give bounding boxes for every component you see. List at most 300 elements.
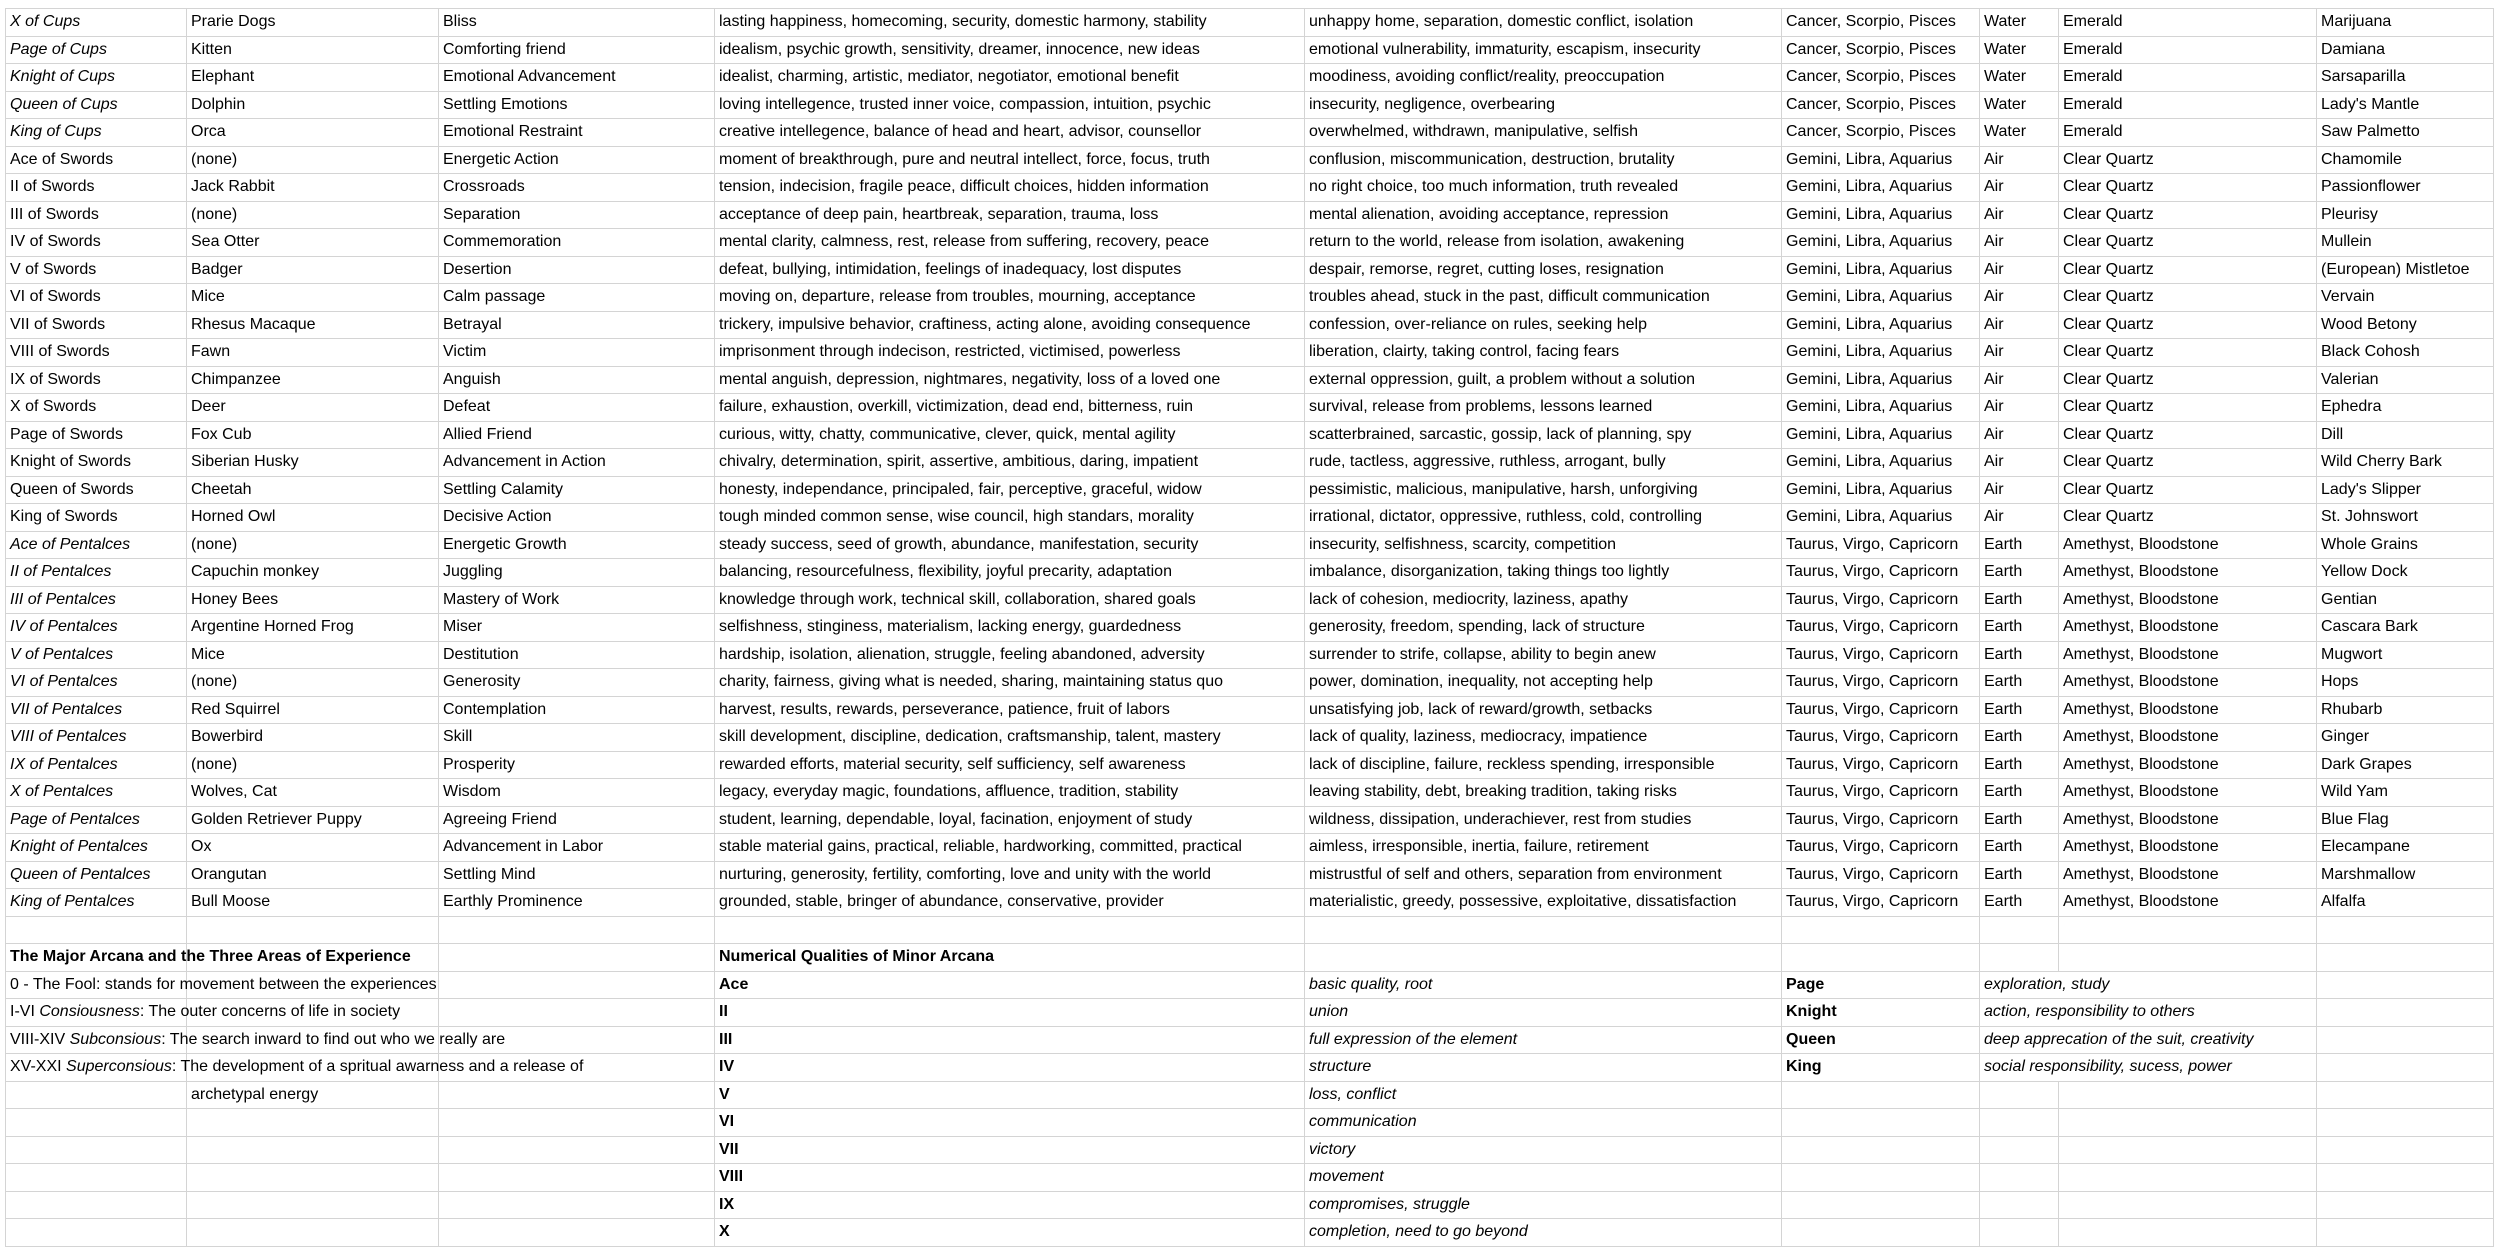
crystal-cell[interactable]: Clear Quartz xyxy=(2059,229,2317,257)
element-cell[interactable]: Earth xyxy=(1980,834,2059,862)
herb-cell[interactable]: St. Johnswort xyxy=(2317,504,2494,532)
reversed-meaning[interactable]: mistrustful of self and others, separation from environment xyxy=(1305,861,1782,889)
crystal-cell[interactable]: Amethyst, Bloodstone xyxy=(2059,724,2317,752)
animal-cell[interactable]: Bull Moose xyxy=(187,889,439,917)
element-cell[interactable]: Earth xyxy=(1980,586,2059,614)
element-cell[interactable]: Earth xyxy=(1980,751,2059,779)
card-name[interactable]: IV of Swords xyxy=(6,229,187,257)
cell[interactable] xyxy=(2317,1191,2494,1219)
reversed-meaning[interactable]: confession, over-reliance on rules, seeking help xyxy=(1305,311,1782,339)
theme-cell[interactable]: Agreeing Friend xyxy=(439,806,715,834)
crystal-cell[interactable]: Amethyst, Bloodstone xyxy=(2059,806,2317,834)
crystal-cell[interactable]: Amethyst, Bloodstone xyxy=(2059,586,2317,614)
reversed-meaning[interactable]: surrender to strife, collapse, ability to begin anew xyxy=(1305,641,1782,669)
herb-cell[interactable]: Ginger xyxy=(2317,724,2494,752)
cell[interactable] xyxy=(1782,1081,1980,1109)
card-name[interactable]: Queen of Pentalces xyxy=(6,861,187,889)
cell[interactable] xyxy=(2059,1109,2317,1137)
zodiac-signs[interactable]: Taurus, Virgo, Capricorn xyxy=(1782,724,1980,752)
upright-meaning[interactable]: steady success, seed of growth, abundance, manifestation, security xyxy=(715,531,1305,559)
reversed-meaning[interactable]: lack of quality, laziness, mediocracy, impatience xyxy=(1305,724,1782,752)
numerical-heading[interactable]: Numerical Qualities of Minor Arcana xyxy=(715,944,1305,972)
theme-cell[interactable]: Prosperity xyxy=(439,751,715,779)
theme-cell[interactable]: Settling Mind xyxy=(439,861,715,889)
element-cell[interactable]: Earth xyxy=(1980,641,2059,669)
court-label[interactable]: King xyxy=(1782,1054,1980,1082)
upright-meaning[interactable]: idealism, psychic growth, sensitivity, dreamer, innocence, new ideas xyxy=(715,36,1305,64)
zodiac-signs[interactable]: Taurus, Virgo, Capricorn xyxy=(1782,586,1980,614)
cell[interactable] xyxy=(2317,1136,2494,1164)
herb-cell[interactable]: Lady's Slipper xyxy=(2317,476,2494,504)
upright-meaning[interactable]: tension, indecision, fragile peace, difficult choices, hidden information xyxy=(715,174,1305,202)
upright-meaning[interactable]: hardship, isolation, alienation, struggle, feeling abandoned, adversity xyxy=(715,641,1305,669)
cell[interactable] xyxy=(2059,1191,2317,1219)
card-name[interactable]: III of Pentalces xyxy=(6,586,187,614)
cell[interactable] xyxy=(2059,944,2317,972)
upright-meaning[interactable]: rewarded efforts, material security, self sufficiency, self awareness xyxy=(715,751,1305,779)
cell[interactable] xyxy=(2317,1219,2494,1247)
cell[interactable] xyxy=(6,1219,187,1247)
reversed-meaning[interactable]: conflusion, miscommunication, destruction, brutality xyxy=(1305,146,1782,174)
crystal-cell[interactable]: Clear Quartz xyxy=(2059,201,2317,229)
element-cell[interactable]: Air xyxy=(1980,256,2059,284)
crystal-cell[interactable]: Clear Quartz xyxy=(2059,366,2317,394)
reversed-meaning[interactable]: insecurity, selfishness, scarcity, competition xyxy=(1305,531,1782,559)
cell[interactable] xyxy=(187,1164,439,1192)
upright-meaning[interactable]: failure, exhaustion, overkill, victimization, dead end, bitterness, ruin xyxy=(715,394,1305,422)
element-cell[interactable]: Air xyxy=(1980,449,2059,477)
zodiac-signs[interactable]: Taurus, Virgo, Capricorn xyxy=(1782,806,1980,834)
herb-cell[interactable]: Vervain xyxy=(2317,284,2494,312)
theme-cell[interactable]: Contemplation xyxy=(439,696,715,724)
crystal-cell[interactable]: Clear Quartz xyxy=(2059,504,2317,532)
card-name[interactable]: Page of Cups xyxy=(6,36,187,64)
zodiac-signs[interactable]: Taurus, Virgo, Capricorn xyxy=(1782,834,1980,862)
upright-meaning[interactable]: charity, fairness, giving what is needed, sharing, maintaining status quo xyxy=(715,669,1305,697)
card-name[interactable]: II of Swords xyxy=(6,174,187,202)
crystal-cell[interactable]: Amethyst, Bloodstone xyxy=(2059,531,2317,559)
animal-cell[interactable]: Kitten xyxy=(187,36,439,64)
reversed-meaning[interactable]: survival, release from problems, lessons learned xyxy=(1305,394,1782,422)
element-cell[interactable]: Air xyxy=(1980,174,2059,202)
animal-cell[interactable]: Sea Otter xyxy=(187,229,439,257)
number-quality[interactable]: communication xyxy=(1305,1109,1782,1137)
zodiac-signs[interactable]: Cancer, Scorpio, Pisces xyxy=(1782,9,1980,37)
upright-meaning[interactable]: lasting happiness, homecoming, security, domestic harmony, stability xyxy=(715,9,1305,37)
reversed-meaning[interactable]: insecurity, negligence, overbearing xyxy=(1305,91,1782,119)
element-cell[interactable]: Earth xyxy=(1980,614,2059,642)
reversed-meaning[interactable]: overwhelmed, withdrawn, manipulative, selfish xyxy=(1305,119,1782,147)
card-name[interactable]: VII of Pentalces xyxy=(6,696,187,724)
card-name[interactable]: Queen of Cups xyxy=(6,91,187,119)
element-cell[interactable]: Earth xyxy=(1980,861,2059,889)
subconscious-note[interactable] xyxy=(6,1026,506,1054)
herb-cell[interactable]: Yellow Dock xyxy=(2317,559,2494,587)
zodiac-signs[interactable]: Cancer, Scorpio, Pisces xyxy=(1782,36,1980,64)
card-name[interactable]: III of Swords xyxy=(6,201,187,229)
card-name[interactable]: V of Pentalces xyxy=(6,641,187,669)
cell[interactable] xyxy=(187,1109,439,1137)
crystal-cell[interactable]: Amethyst, Bloodstone xyxy=(2059,669,2317,697)
animal-cell[interactable]: Wolves, Cat xyxy=(187,779,439,807)
reversed-meaning[interactable]: rude, tactless, aggressive, ruthless, arrogant, bully xyxy=(1305,449,1782,477)
upright-meaning[interactable]: moving on, departure, release from troubles, mourning, acceptance xyxy=(715,284,1305,312)
animal-cell[interactable]: Capuchin monkey xyxy=(187,559,439,587)
reversed-meaning[interactable]: power, domination, inequality, not accepting help xyxy=(1305,669,1782,697)
animal-cell[interactable]: Horned Owl xyxy=(187,504,439,532)
herb-cell[interactable]: Dill xyxy=(2317,421,2494,449)
cell[interactable] xyxy=(6,916,187,944)
zodiac-signs[interactable]: Cancer, Scorpio, Pisces xyxy=(1782,91,1980,119)
upright-meaning[interactable]: nurturing, generosity, fertility, comforting, love and unity with the world xyxy=(715,861,1305,889)
cell[interactable] xyxy=(1305,944,1782,972)
reversed-meaning[interactable]: emotional vulnerability, immaturity, escapism, insecurity xyxy=(1305,36,1782,64)
herb-cell[interactable]: Ephedra xyxy=(2317,394,2494,422)
cell[interactable] xyxy=(1980,1136,2059,1164)
reversed-meaning[interactable]: lack of discipline, failure, reckless spending, irresponsible xyxy=(1305,751,1782,779)
crystal-cell[interactable]: Clear Quartz xyxy=(2059,339,2317,367)
card-name[interactable]: King of Swords xyxy=(6,504,187,532)
upright-meaning[interactable]: trickery, impulsive behavior, craftiness, acting alone, avoiding consequence xyxy=(715,311,1305,339)
crystal-cell[interactable]: Emerald xyxy=(2059,119,2317,147)
upright-meaning[interactable]: mental clarity, calmness, rest, release from suffering, recovery, peace xyxy=(715,229,1305,257)
zodiac-signs[interactable]: Cancer, Scorpio, Pisces xyxy=(1782,64,1980,92)
cell[interactable] xyxy=(6,1164,187,1192)
element-cell[interactable]: Air xyxy=(1980,366,2059,394)
reversed-meaning[interactable]: mental alienation, avoiding acceptance, repression xyxy=(1305,201,1782,229)
upright-meaning[interactable]: legacy, everyday magic, foundations, affluence, tradition, stability xyxy=(715,779,1305,807)
zodiac-signs[interactable]: Gemini, Libra, Aquarius xyxy=(1782,476,1980,504)
element-cell[interactable]: Air xyxy=(1980,421,2059,449)
element-cell[interactable]: Water xyxy=(1980,91,2059,119)
number-quality[interactable]: full expression of the element xyxy=(1305,1026,1782,1054)
herb-cell[interactable]: Pleurisy xyxy=(2317,201,2494,229)
cell[interactable] xyxy=(439,999,715,1027)
card-name[interactable]: Ace of Pentalces xyxy=(6,531,187,559)
number-label[interactable]: Ace xyxy=(715,971,1305,999)
cell[interactable] xyxy=(439,1219,715,1247)
element-cell[interactable]: Water xyxy=(1980,64,2059,92)
zodiac-signs[interactable]: Taurus, Virgo, Capricorn xyxy=(1782,751,1980,779)
crystal-cell[interactable]: Clear Quartz xyxy=(2059,256,2317,284)
animal-cell[interactable]: Cheetah xyxy=(187,476,439,504)
upright-meaning[interactable]: idealist, charming, artistic, mediator, negotiator, emotional benefit xyxy=(715,64,1305,92)
major-arcana-heading[interactable]: The Major Arcana and the Three Areas of Experience xyxy=(6,944,187,972)
herb-cell[interactable]: Passionflower xyxy=(2317,174,2494,202)
crystal-cell[interactable]: Amethyst, Bloodstone xyxy=(2059,751,2317,779)
cell[interactable] xyxy=(2059,1081,2317,1109)
crystal-cell[interactable]: Clear Quartz xyxy=(2059,146,2317,174)
reversed-meaning[interactable]: liberation, clairty, taking control, facing fears xyxy=(1305,339,1782,367)
theme-cell[interactable]: Emotional Advancement xyxy=(439,64,715,92)
number-quality[interactable]: movement xyxy=(1305,1164,1782,1192)
cell[interactable] xyxy=(439,1081,715,1109)
element-cell[interactable]: Earth xyxy=(1980,531,2059,559)
herb-cell[interactable]: Cascara Bark xyxy=(2317,614,2494,642)
animal-cell[interactable]: (none) xyxy=(187,201,439,229)
theme-cell[interactable]: Defeat xyxy=(439,394,715,422)
number-label[interactable]: VI xyxy=(715,1109,1305,1137)
element-cell[interactable]: Earth xyxy=(1980,779,2059,807)
upright-meaning[interactable]: loving intellegence, trusted inner voice, compassion, intuition, psychic xyxy=(715,91,1305,119)
upright-meaning[interactable]: honesty, independance, principaled, fair, perceptive, graceful, widow xyxy=(715,476,1305,504)
court-label[interactable]: Knight xyxy=(1782,999,1980,1027)
herb-cell[interactable]: Saw Palmetto xyxy=(2317,119,2494,147)
cell[interactable] xyxy=(439,1109,715,1137)
animal-cell[interactable]: Fawn xyxy=(187,339,439,367)
number-label[interactable]: II xyxy=(715,999,1305,1027)
cell[interactable] xyxy=(1782,1191,1980,1219)
animal-cell[interactable]: Deer xyxy=(187,394,439,422)
animal-cell[interactable]: (none) xyxy=(187,531,439,559)
element-cell[interactable]: Air xyxy=(1980,311,2059,339)
upright-meaning[interactable]: acceptance of deep pain, heartbreak, separation, trauma, loss xyxy=(715,201,1305,229)
reversed-meaning[interactable]: imbalance, disorganization, taking things too lightly xyxy=(1305,559,1782,587)
reversed-meaning[interactable]: unsatisfying job, lack of reward/growth, setbacks xyxy=(1305,696,1782,724)
theme-cell[interactable]: Energetic Growth xyxy=(439,531,715,559)
court-quality[interactable]: action, responsibility to others xyxy=(1980,999,2317,1027)
animal-cell[interactable]: (none) xyxy=(187,669,439,697)
zodiac-signs[interactable]: Taurus, Virgo, Capricorn xyxy=(1782,641,1980,669)
zodiac-signs[interactable]: Gemini, Libra, Aquarius xyxy=(1782,201,1980,229)
crystal-cell[interactable]: Amethyst, Bloodstone xyxy=(2059,889,2317,917)
element-cell[interactable]: Air xyxy=(1980,504,2059,532)
upright-meaning[interactable]: imprisonment through indecison, restricted, victimised, powerless xyxy=(715,339,1305,367)
crystal-cell[interactable]: Emerald xyxy=(2059,36,2317,64)
cell[interactable] xyxy=(439,1164,715,1192)
element-cell[interactable]: Earth xyxy=(1980,559,2059,587)
zodiac-signs[interactable]: Gemini, Libra, Aquarius xyxy=(1782,504,1980,532)
card-name[interactable]: X of Cups xyxy=(6,9,187,37)
upright-meaning[interactable]: student, learning, dependable, loyal, facination, enjoyment of study xyxy=(715,806,1305,834)
card-name[interactable]: Knight of Pentalces xyxy=(6,834,187,862)
element-cell[interactable]: Air xyxy=(1980,146,2059,174)
card-name[interactable]: IX of Pentalces xyxy=(6,751,187,779)
crystal-cell[interactable]: Emerald xyxy=(2059,91,2317,119)
element-cell[interactable]: Air xyxy=(1980,229,2059,257)
reversed-meaning[interactable]: return to the world, release from isolation, awakening xyxy=(1305,229,1782,257)
cell[interactable] xyxy=(2059,1164,2317,1192)
reversed-meaning[interactable]: no right choice, too much information, truth revealed xyxy=(1305,174,1782,202)
cell[interactable] xyxy=(2059,1219,2317,1247)
reversed-meaning[interactable]: unhappy home, separation, domestic conflict, isolation xyxy=(1305,9,1782,37)
cell[interactable] xyxy=(2317,971,2494,999)
element-cell[interactable]: Earth xyxy=(1980,669,2059,697)
theme-cell[interactable]: Desertion xyxy=(439,256,715,284)
card-name[interactable]: King of Cups xyxy=(6,119,187,147)
cell[interactable] xyxy=(2059,1136,2317,1164)
cell[interactable] xyxy=(6,1109,187,1137)
element-cell[interactable]: Air xyxy=(1980,284,2059,312)
court-label[interactable]: Queen xyxy=(1782,1026,1980,1054)
crystal-cell[interactable]: Emerald xyxy=(2059,9,2317,37)
theme-cell[interactable]: Destitution xyxy=(439,641,715,669)
theme-cell[interactable]: Earthly Prominence xyxy=(439,889,715,917)
upright-meaning[interactable]: moment of breakthrough, pure and neutral intellect, force, focus, truth xyxy=(715,146,1305,174)
card-name[interactable]: IV of Pentalces xyxy=(6,614,187,642)
number-quality[interactable]: compromises, struggle xyxy=(1305,1191,1782,1219)
card-name[interactable]: IX of Swords xyxy=(6,366,187,394)
card-name[interactable]: VIII of Swords xyxy=(6,339,187,367)
element-cell[interactable]: Water xyxy=(1980,9,2059,37)
zodiac-signs[interactable]: Taurus, Virgo, Capricorn xyxy=(1782,614,1980,642)
animal-cell[interactable]: Siberian Husky xyxy=(187,449,439,477)
upright-meaning[interactable]: balancing, resourcefulness, flexibility, joyful precarity, adaptation xyxy=(715,559,1305,587)
element-cell[interactable]: Air xyxy=(1980,394,2059,422)
cell[interactable] xyxy=(1782,1136,1980,1164)
cell[interactable] xyxy=(2059,916,2317,944)
crystal-cell[interactable]: Amethyst, Bloodstone xyxy=(2059,779,2317,807)
card-name[interactable]: Page of Swords xyxy=(6,421,187,449)
animal-cell[interactable]: Argentine Horned Frog xyxy=(187,614,439,642)
herb-cell[interactable]: Chamomile xyxy=(2317,146,2494,174)
theme-cell[interactable]: Decisive Action xyxy=(439,504,715,532)
number-quality[interactable]: structure xyxy=(1305,1054,1782,1082)
number-quality[interactable]: basic quality, root xyxy=(1305,971,1782,999)
cell[interactable] xyxy=(439,916,715,944)
cell[interactable] xyxy=(187,1219,439,1247)
herb-cell[interactable]: Sarsaparilla xyxy=(2317,64,2494,92)
upright-meaning[interactable]: stable material gains, practical, reliable, hardworking, committed, practical xyxy=(715,834,1305,862)
crystal-cell[interactable]: Amethyst, Bloodstone xyxy=(2059,614,2317,642)
reversed-meaning[interactable]: troubles ahead, stuck in the past, difficult communication xyxy=(1305,284,1782,312)
cell[interactable] xyxy=(1980,1219,2059,1247)
cell[interactable] xyxy=(6,1081,187,1109)
theme-cell[interactable]: Calm passage xyxy=(439,284,715,312)
upright-meaning[interactable]: harvest, results, rewards, perseverance, patience, fruit of labors xyxy=(715,696,1305,724)
animal-cell[interactable]: Chimpanzee xyxy=(187,366,439,394)
number-label[interactable]: VIII xyxy=(715,1164,1305,1192)
herb-cell[interactable]: Dark Grapes xyxy=(2317,751,2494,779)
reversed-meaning[interactable]: despair, remorse, regret, cutting loses, resignation xyxy=(1305,256,1782,284)
animal-cell[interactable]: Mice xyxy=(187,641,439,669)
theme-cell[interactable]: Victim xyxy=(439,339,715,367)
card-name[interactable]: King of Pentalces xyxy=(6,889,187,917)
reversed-meaning[interactable]: pessimistic, malicious, manipulative, harsh, unforgiving xyxy=(1305,476,1782,504)
number-label[interactable]: IV xyxy=(715,1054,1305,1082)
card-name[interactable]: VI of Swords xyxy=(6,284,187,312)
cell[interactable] xyxy=(2317,1026,2494,1054)
cell[interactable] xyxy=(1305,916,1782,944)
zodiac-signs[interactable]: Gemini, Libra, Aquarius xyxy=(1782,256,1980,284)
number-label[interactable]: V xyxy=(715,1081,1305,1109)
cell[interactable] xyxy=(439,1191,715,1219)
zodiac-signs[interactable]: Gemini, Libra, Aquarius xyxy=(1782,311,1980,339)
upright-meaning[interactable]: tough minded common sense, wise council, high standars, morality xyxy=(715,504,1305,532)
herb-cell[interactable]: Wild Yam xyxy=(2317,779,2494,807)
herb-cell[interactable]: Mugwort xyxy=(2317,641,2494,669)
element-cell[interactable]: Air xyxy=(1980,201,2059,229)
herb-cell[interactable]: Wood Betony xyxy=(2317,311,2494,339)
cell[interactable] xyxy=(2317,1109,2494,1137)
card-name[interactable]: II of Pentalces xyxy=(6,559,187,587)
cell[interactable] xyxy=(715,916,1305,944)
herb-cell[interactable]: Blue Flag xyxy=(2317,806,2494,834)
zodiac-signs[interactable]: Gemini, Libra, Aquarius xyxy=(1782,146,1980,174)
element-cell[interactable]: Earth xyxy=(1980,806,2059,834)
court-quality[interactable]: exploration, study xyxy=(1980,971,2317,999)
theme-cell[interactable]: Wisdom xyxy=(439,779,715,807)
reversed-meaning[interactable]: generosity, freedom, spending, lack of structure xyxy=(1305,614,1782,642)
reversed-meaning[interactable]: lack of cohesion, mediocrity, laziness, apathy xyxy=(1305,586,1782,614)
upright-meaning[interactable]: chivalry, determination, spirit, assertive, ambitious, daring, impatient xyxy=(715,449,1305,477)
cell[interactable] xyxy=(1980,1164,2059,1192)
animal-cell[interactable]: Rhesus Macaque xyxy=(187,311,439,339)
herb-cell[interactable]: Mullein xyxy=(2317,229,2494,257)
crystal-cell[interactable]: Amethyst, Bloodstone xyxy=(2059,834,2317,862)
upright-meaning[interactable]: mental anguish, depression, nightmares, negativity, loss of a loved one xyxy=(715,366,1305,394)
superconscious-note[interactable] xyxy=(6,1054,584,1082)
number-quality[interactable]: union xyxy=(1305,999,1782,1027)
cell[interactable] xyxy=(2317,999,2494,1027)
element-cell[interactable]: Air xyxy=(1980,476,2059,504)
animal-cell[interactable]: Orca xyxy=(187,119,439,147)
upright-meaning[interactable]: skill development, discipline, dedication, craftsmanship, talent, mastery xyxy=(715,724,1305,752)
theme-cell[interactable]: Anguish xyxy=(439,366,715,394)
cell[interactable] xyxy=(2317,1054,2494,1082)
animal-cell[interactable]: Bowerbird xyxy=(187,724,439,752)
theme-cell[interactable]: Betrayal xyxy=(439,311,715,339)
animal-cell[interactable]: Red Squirrel xyxy=(187,696,439,724)
reversed-meaning[interactable]: external oppression, guilt, a problem without a solution xyxy=(1305,366,1782,394)
animal-cell[interactable]: (none) xyxy=(187,751,439,779)
zodiac-signs[interactable]: Gemini, Libra, Aquarius xyxy=(1782,421,1980,449)
upright-meaning[interactable]: grounded, stable, bringer of abundance, conservative, provider xyxy=(715,889,1305,917)
theme-cell[interactable]: Settling Emotions xyxy=(439,91,715,119)
crystal-cell[interactable]: Clear Quartz xyxy=(2059,476,2317,504)
conscious-note[interactable] xyxy=(6,999,401,1027)
animal-cell[interactable]: Golden Retriever Puppy xyxy=(187,806,439,834)
number-quality[interactable]: victory xyxy=(1305,1136,1782,1164)
theme-cell[interactable]: Advancement in Labor xyxy=(439,834,715,862)
theme-cell[interactable]: Miser xyxy=(439,614,715,642)
herb-cell[interactable]: Wild Cherry Bark xyxy=(2317,449,2494,477)
zodiac-signs[interactable]: Taurus, Virgo, Capricorn xyxy=(1782,861,1980,889)
zodiac-signs[interactable]: Taurus, Virgo, Capricorn xyxy=(1782,669,1980,697)
cell[interactable] xyxy=(1782,1109,1980,1137)
cell[interactable] xyxy=(2317,1164,2494,1192)
herb-cell[interactable]: Elecampane xyxy=(2317,834,2494,862)
card-name[interactable]: Page of Pentalces xyxy=(6,806,187,834)
animal-cell[interactable]: Orangutan xyxy=(187,861,439,889)
element-cell[interactable]: Air xyxy=(1980,339,2059,367)
number-label[interactable]: III xyxy=(715,1026,1305,1054)
animal-cell[interactable]: Prarie Dogs xyxy=(187,9,439,37)
cell[interactable] xyxy=(439,971,715,999)
cell[interactable] xyxy=(1980,944,2059,972)
element-cell[interactable]: Earth xyxy=(1980,889,2059,917)
zodiac-signs[interactable]: Taurus, Virgo, Capricorn xyxy=(1782,696,1980,724)
number-quality[interactable]: completion, need to go beyond xyxy=(1305,1219,1782,1247)
card-name[interactable]: Ace of Swords xyxy=(6,146,187,174)
reversed-meaning[interactable]: irrational, dictator, oppressive, ruthless, cold, controlling xyxy=(1305,504,1782,532)
court-label[interactable]: Page xyxy=(1782,971,1980,999)
crystal-cell[interactable]: Amethyst, Bloodstone xyxy=(2059,696,2317,724)
upright-meaning[interactable]: curious, witty, chatty, communicative, clever, quick, mental agility xyxy=(715,421,1305,449)
theme-cell[interactable]: Emotional Restraint xyxy=(439,119,715,147)
crystal-cell[interactable]: Clear Quartz xyxy=(2059,421,2317,449)
element-cell[interactable]: Earth xyxy=(1980,724,2059,752)
herb-cell[interactable]: Hops xyxy=(2317,669,2494,697)
herb-cell[interactable]: Black Cohosh xyxy=(2317,339,2494,367)
card-name[interactable]: Queen of Swords xyxy=(6,476,187,504)
zodiac-signs[interactable]: Cancer, Scorpio, Pisces xyxy=(1782,119,1980,147)
theme-cell[interactable]: Allied Friend xyxy=(439,421,715,449)
animal-cell[interactable]: Mice xyxy=(187,284,439,312)
theme-cell[interactable]: Advancement in Action xyxy=(439,449,715,477)
herb-cell[interactable]: Gentian xyxy=(2317,586,2494,614)
theme-cell[interactable]: Mastery of Work xyxy=(439,586,715,614)
